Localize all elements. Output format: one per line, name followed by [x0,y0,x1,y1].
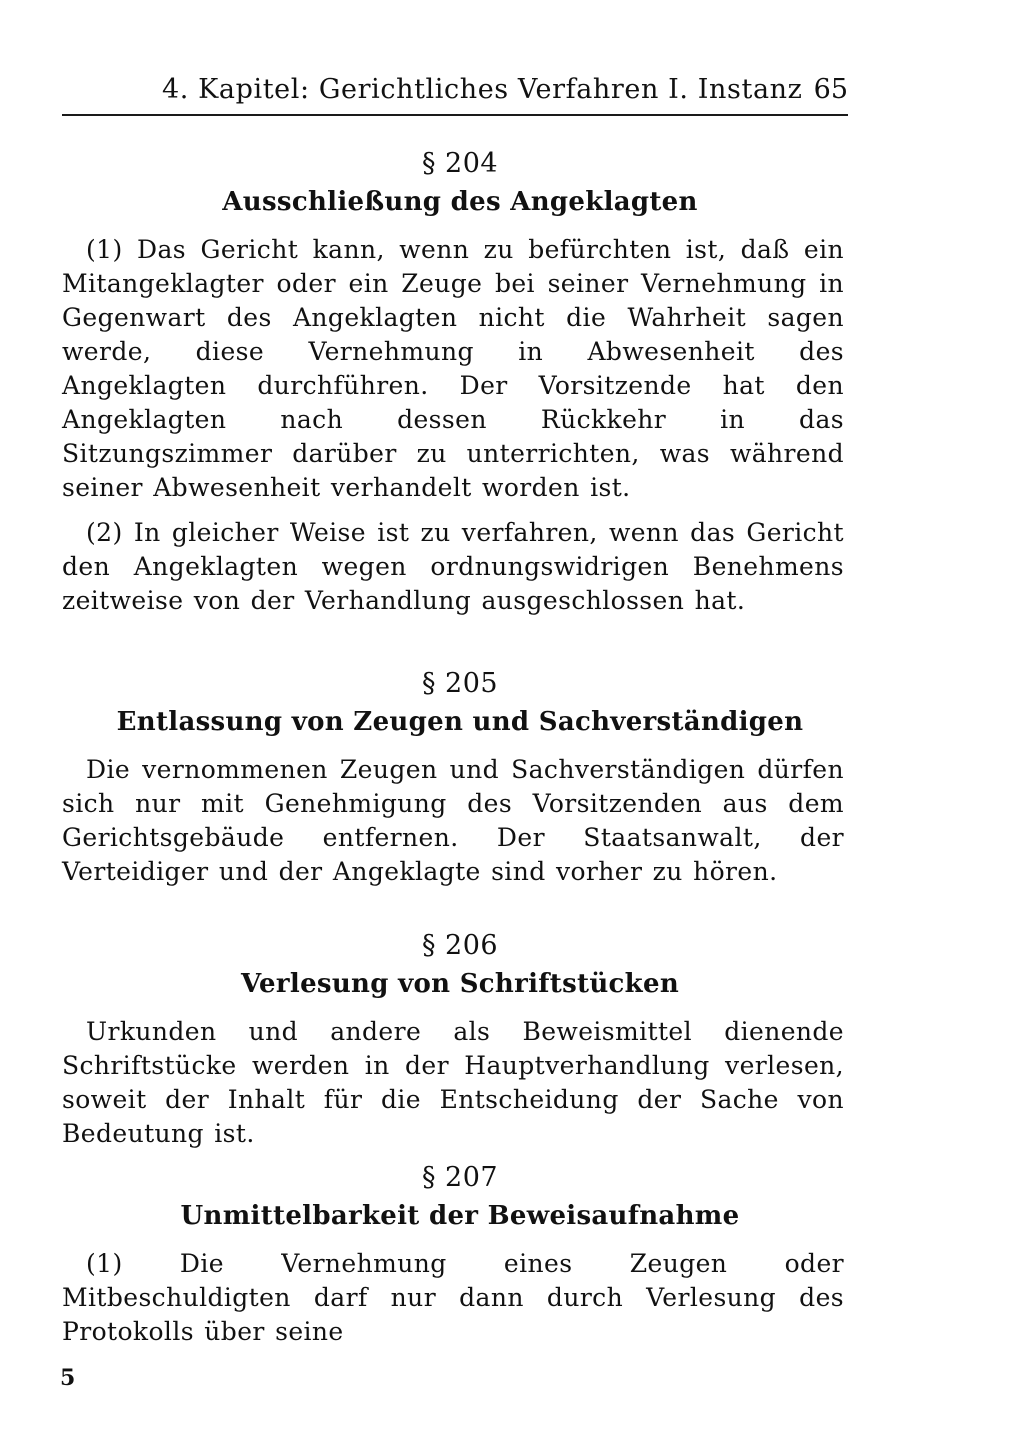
section-207 [62,1160,844,1349]
section-title: Entlassung von Zeugen und Sachverständigen [116,707,804,737]
paragraph: (2) In gleicher Weise ist zu verfahren, wenn das Gericht den Angeklagten wegen ordnungswidrigen Benehmens zeitweise von der Verhandlung ausgeschlossen hat. [62,518,844,615]
paragraph: (1) Die Vernehmung eines Zeugen oder Mitbeschuldigten darf nur dann durch Verlesung des Protokolls über seine [62,1249,844,1346]
running-title: 4. Kapitel: Gerichtliches Verfahren I. Instanz [162,74,803,105]
paragraph: Urkunden und andere als Beweismittel dienende Schriftstücke werden in der Hauptverhandlung verlesen, soweit der Inhalt für die Entscheidung der Sache von Bedeutung ist. [62,1017,844,1148]
section-number: § 206 [421,930,499,961]
section-206 [62,928,844,1151]
section-title: Ausschließung des Angeklagten [222,187,698,217]
header-rule [62,114,848,116]
section-number: § 204 [421,148,499,179]
paragraph: Die vernommenen Zeugen und Sachverständigen dürfen sich nur mit Genehmigung des Vorsitzenden aus dem Gerichtsgebäude entfernen. Der Staatsanwalt, der Verteidiger und der Angeklagte sind vorher zu hören. [62,755,844,886]
running-head [62,72,848,116]
section-title: Verlesung von Schriftstücken [240,969,680,999]
section-number: § 207 [421,1162,499,1193]
page-number: 65 [813,74,848,105]
section-205 [62,666,844,889]
paragraph: (1) Das Gericht kann, wenn zu befürchten ist, daß ein Mitangeklagter oder ein Zeuge bei seiner Vernehmung in Gegenwart des Angeklagten nicht die Wahrheit sagen werde, diese Vernehmung in Abwesenheit des Angeklagten durchführen. Der Vorsitzende hat den Angeklagten nach dessen Rückkehr in das Sitzungszimmer darüber zu unterrichten, was während seiner Abwesenheit verhandelt worden ist. [62,235,844,502]
signature-mark: 5 [60,1365,76,1391]
section-204 [62,146,844,618]
section-number: § 205 [421,668,499,699]
section-title: Unmittelbarkeit der Beweisaufnahme [180,1201,740,1231]
